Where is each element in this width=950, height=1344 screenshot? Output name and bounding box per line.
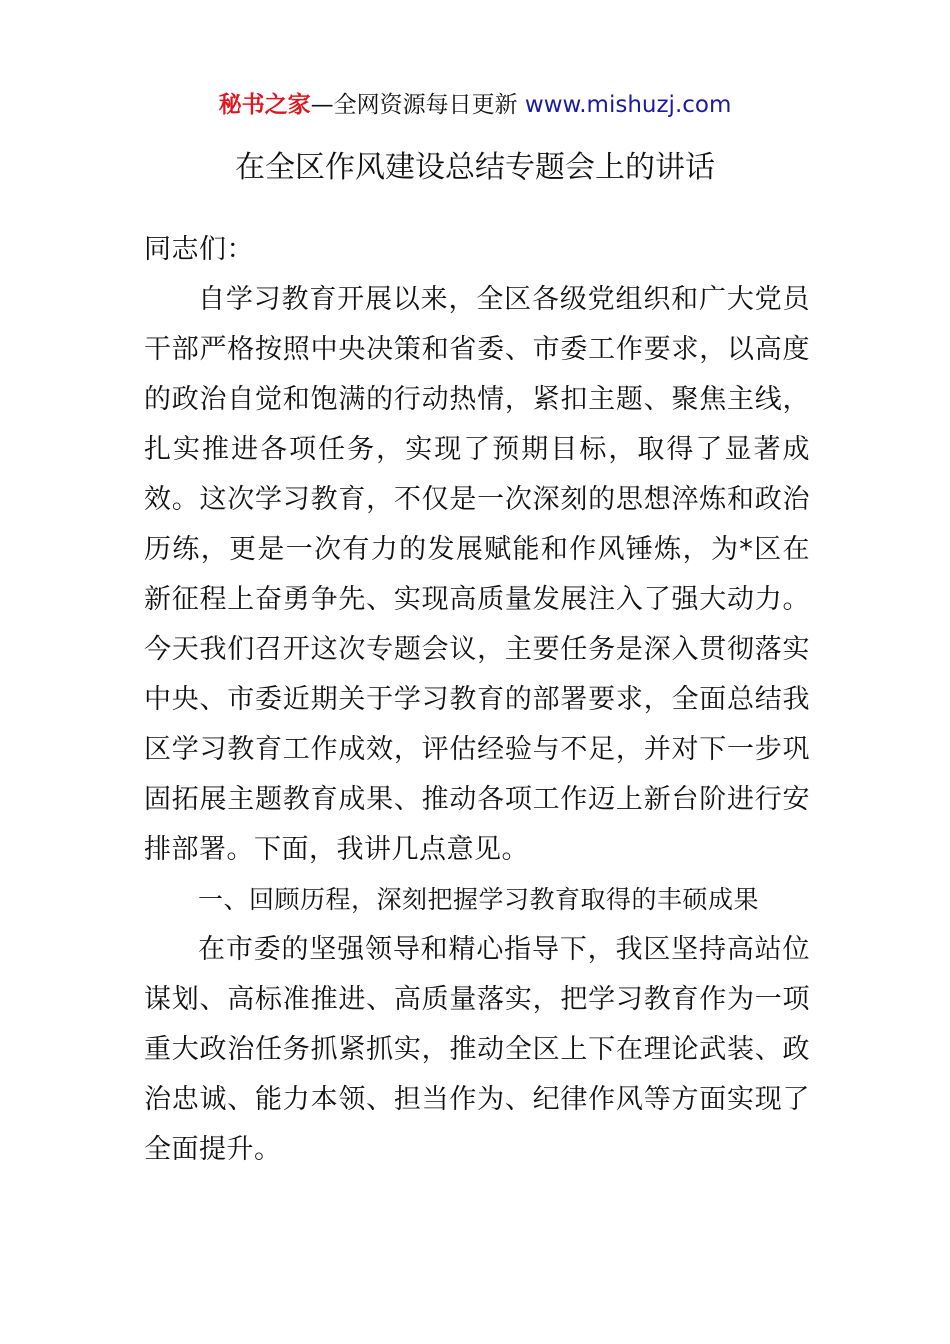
brand-name: 秘书之家 [218, 92, 311, 118]
salutation: 同志们： [144, 234, 254, 265]
paragraph-intro: 自学习教育开展以来，全区各级党组织和广大党员干部严格按照中央决策和省委、市委工作要求，以高度的政治自觉和饱满的行动热情，紧扣主题、聚焦主线，扎实推进各项任务，实现了预期目标，取得了显著成效。这次学习教育，不仅是一次深刻的思想淬炼和政治历练，更是一次有力的发展赋能和作风锤炼，为*区在新征程上奋勇争先、实现高质量发展注入了强大动力。今天我们召开这次专题会议，主要任务是深入贯彻落实中央、市委近期关于学习教育的部署要求，全面总结我区学习教育工作成效，评估经验与不足，并对下一步巩固拓展主题教育成果、推动各项工作迈上新台阶进行安排部署。下面，我讲几点意见。 [144, 284, 810, 865]
document-title: 在全区作风建设总结专题会上的讲话 [235, 150, 715, 185]
section-heading: 一、回顾历程，深刻把握学习教育取得的丰硕成果 [198, 885, 760, 914]
header-tagline: —全网资源每日更新 [310, 92, 525, 118]
website-link[interactable]: www.mishuzj.com [524, 92, 732, 118]
paragraph-section-one: 在市委的坚强领导和精心指导下，我区坚持高站位谋划、高标准推进、高质量落实，把学习教育作为一项重大政治任务抓紧抓实，推动全区上下在理论武装、政治忠诚、能力本领、担当作为、纪律作风等方面实现了全面提升。 [144, 934, 810, 1165]
source-header [0, 88, 950, 122]
document-body [144, 225, 810, 1175]
